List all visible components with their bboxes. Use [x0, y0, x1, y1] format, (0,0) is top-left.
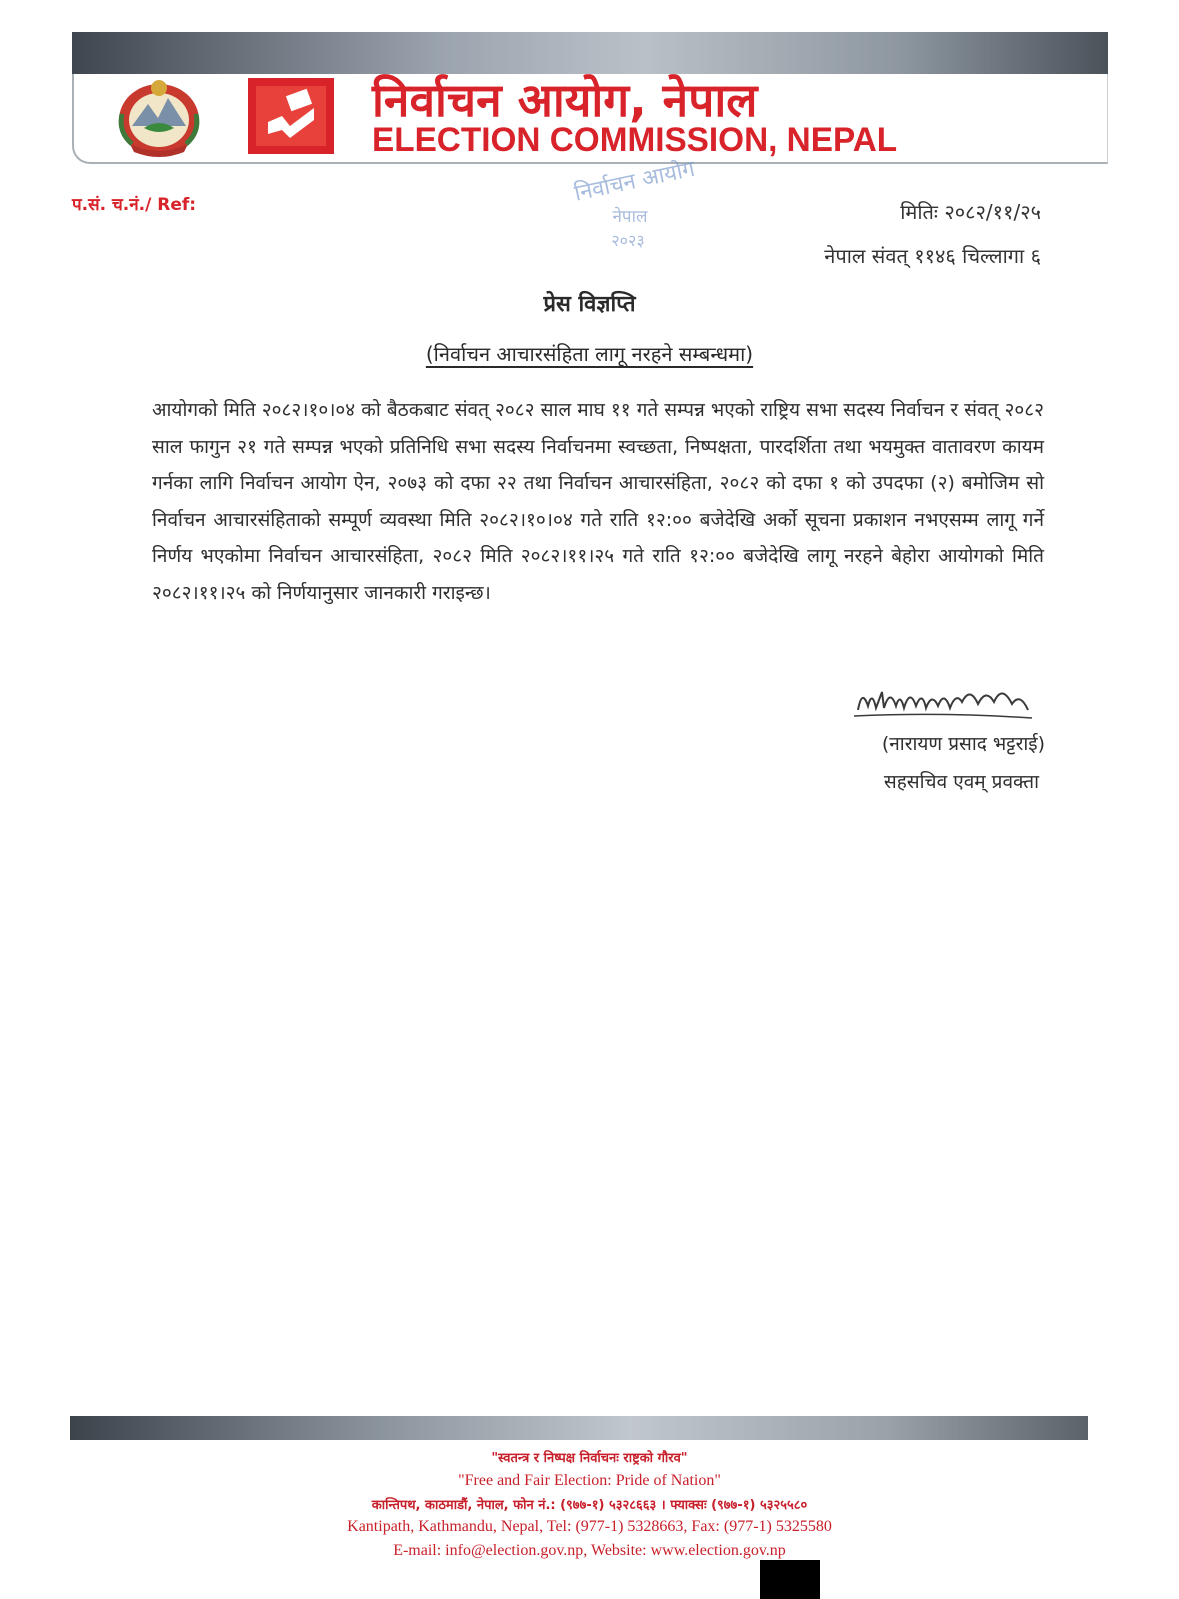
office-seal-stamp	[556, 150, 716, 260]
stamp-line3: २०२३	[611, 231, 645, 250]
handwritten-signature	[852, 678, 1038, 720]
subject-text: (निर्वाचन आचारसंहिता लागू नरहने सम्बन्धमा)	[425, 342, 754, 366]
footer-contact-line: E-mail: info@election.gov.np, Website: www.election.gov.np	[393, 1542, 786, 1559]
signatory-title: सहसचिव एवम् प्रवक्ता	[883, 771, 1039, 793]
nepal-samvat-date: नेपाल संवत् ११४६ चिल्लागा ६	[824, 244, 1041, 268]
commission-name-english: ELECTION COMMISSION, NEPAL	[372, 121, 898, 159]
stamp-line1: निर्वाचन आयोग	[572, 156, 698, 207]
reference-number-label: प.सं. च.नं./ Ref:	[72, 195, 197, 215]
redaction-block	[760, 1560, 820, 1599]
subject-line	[0, 340, 1179, 367]
date-line: मितिः २०८२/११/२५	[900, 200, 1041, 224]
stamp-line2: नेपाल	[612, 207, 648, 227]
nepal-emblem-icon	[110, 74, 208, 160]
election-commission-logo-icon	[248, 78, 334, 154]
footer-slogan-nepali: "स्वतन्त्र र निष्पक्ष निर्वाचनः राष्ट्रको गौरव"	[491, 1451, 688, 1466]
commission-name-nepali: निर्वाचन आयोग, नेपाल	[372, 73, 758, 127]
footer-band	[70, 1416, 1088, 1440]
letterhead-top-band	[72, 32, 1108, 74]
press-release-title: प्रेस विज्ञप्ति	[543, 292, 636, 317]
notice-body: आयोगको मिति २०८२।१०।०४ को बैठकबाट संवत् २०८२ साल माघ ११ गते सम्पन्न भएको राष्ट्रिय सभा सदस्य निर्वाचन र संवत् २०८२ साल फागुन २१ गते सम्पन्न भएको प्रतिनिधि सभा सदस्य निर्वाचनमा स्वच्छता, निष्पक्षता, पारदर्शिता तथा भयमुक्त वातावरण कायम गर्नका लागि निर्वाचन आयोग ऐन, २०७३ को दफा २२ तथा निर्वाचन आचारसंहिता, २०८२ को दफा १ को उपदफा (२) बमोजिम सो निर्वाचन आचारसंहिताको सम्पूर्ण व्यवस्था मिति २०८२।१०।०४ गते राति १२:०० बजेदेखि अर्को सूचना प्रकाशन नभएसम्म लागू गर्ने निर्णय भएकोमा निर्वाचन आचारसंहिता, २०८२ मिति २०८२।११।२५ गते राति १२:०० बजेदेखि लागू नरहने बेहोरा आयोगको मिति २०८२।११।२५ को निर्णयानुसार जानकारी गराइन्छ।	[152, 399, 1044, 604]
footer-slogan-english: "Free and Fair Election: Pride of Nation"	[458, 1472, 721, 1489]
footer-address-english: Kantipath, Kathmandu, Nepal, Tel: (977-1) 5328663, Fax: (977-1) 5325580	[347, 1518, 832, 1535]
footer-address-nepali: कान्तिपथ, काठमाडौं, नेपाल, फोन नं.: (९७७-१) ५३२८६६३ । फ्याक्सः (९७७-१) ५३२५५८०	[371, 1498, 808, 1513]
signatory-name: (नारायण प्रसाद भट्टराई)	[881, 733, 1045, 755]
